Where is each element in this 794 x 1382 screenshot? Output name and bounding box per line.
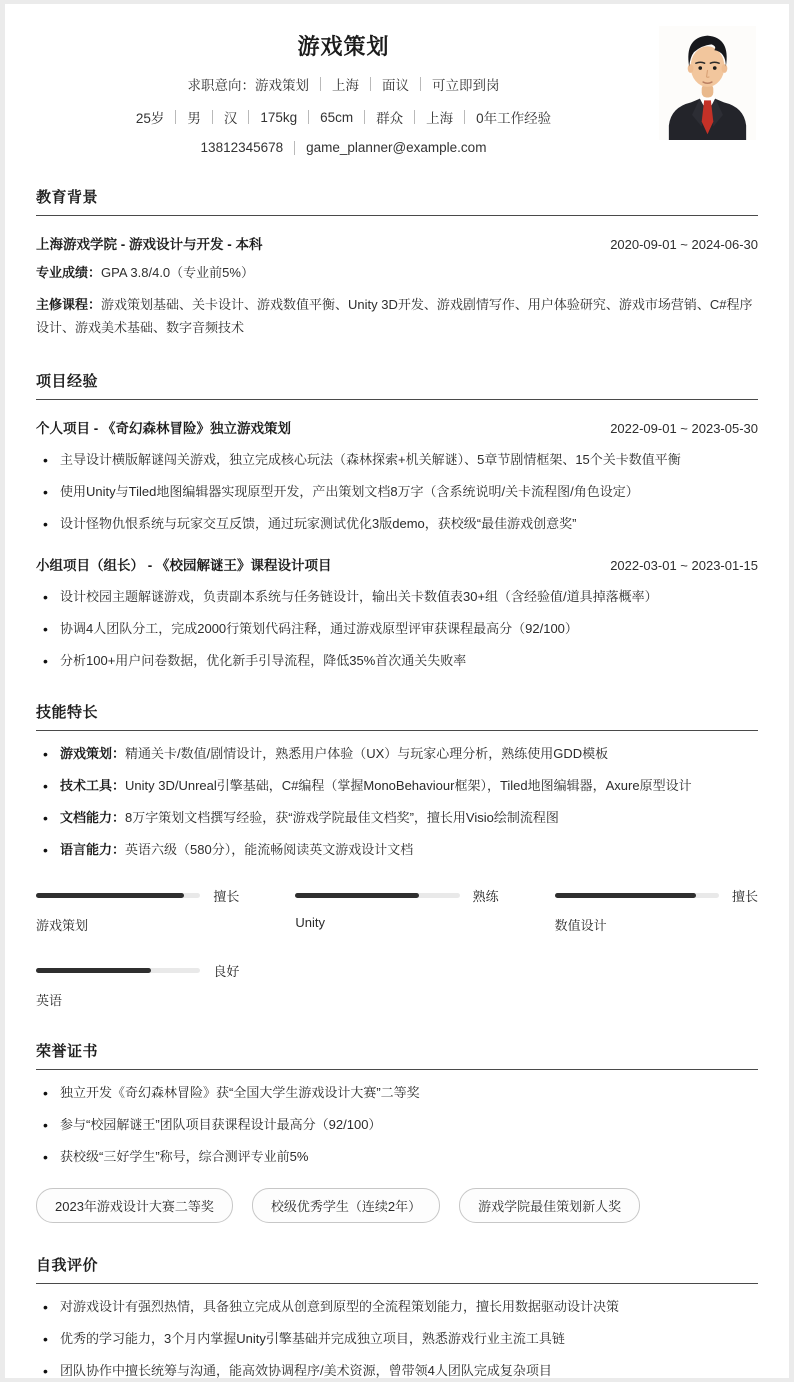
job-city: 上海 [332, 78, 359, 93]
project-entry-header [36, 417, 758, 437]
skill-bar [36, 961, 239, 1009]
gender: 男 [187, 111, 201, 126]
skill-bullet [36, 776, 758, 796]
political-status: 群众 [376, 111, 404, 126]
self-evaluation-bullet: • 优秀的学习能力，3个月内掌握Unity引擎基础并完成独立项目，熟悉游戏行业主流工具链 [36, 1329, 758, 1349]
salary-expectation: 面议 [382, 78, 409, 93]
skill-text: 8万字策划文档撰写经验，获“游戏学院最佳文档奖”，擅长用Visio绘制流程图 [125, 809, 559, 825]
skill-bar-fill [295, 893, 418, 898]
section-divider [36, 1283, 758, 1284]
skill-bar-fill [36, 893, 184, 898]
gpa-value: GPA 3.8/4.0（专业前5%） [101, 265, 254, 280]
award-badges [36, 1188, 758, 1223]
skill-bar-track [555, 893, 719, 898]
skill-bar-row [36, 886, 239, 905]
height: 65cm [320, 109, 354, 125]
location: 上海 [426, 111, 454, 126]
honor-bullet: • 独立开发《奇幻森林冒险》获“全国大学生游戏设计大赛”二等奖 [36, 1083, 758, 1103]
skill-bullet [36, 840, 758, 860]
page-title: 游戏策划 [297, 34, 390, 59]
section-heading-education: 教育背景 [36, 189, 99, 206]
project-bullet: • 协调4人团队分工，完成2000行策划代码注释，通过游戏原型评审获课程最高分（92/100） [36, 619, 758, 639]
contact-line [36, 140, 651, 155]
project-title: 小组项目（组长） - 《校园解谜王》课程设计项目 [36, 558, 332, 574]
skill-bars-grid [36, 886, 758, 1009]
skill-level-label: 擅长 [731, 889, 758, 905]
resume-page [5, 4, 789, 1378]
skill-bar-fill [555, 893, 696, 898]
project-bullet-list [36, 587, 758, 671]
header-text-block [36, 4, 651, 155]
section-education [36, 186, 758, 339]
skill-text: 英语六级（580分），能流畅阅读英文游戏设计文档 [125, 841, 414, 857]
work-experience-years: 0年工作经验 [476, 111, 552, 126]
honors-bullet-list [36, 1083, 758, 1167]
skill-level-label: 良好 [213, 964, 240, 980]
skill-bar-fill [36, 968, 151, 973]
project-bullet: • 使用Unity与Tiled地图编辑器实现原型开发，产出策划文档8万字（含系统说明/关卡流程图/角色设定） [36, 482, 758, 502]
section-heading-self-evaluation: 自我评价 [36, 1257, 99, 1275]
skill-bar-track [36, 968, 200, 973]
skill-bar-row [555, 886, 758, 905]
phone-number: 13812345678 [200, 140, 284, 155]
skill-label: 文档能力： [60, 809, 126, 825]
job-intent: 求职意向：游戏策划 [187, 78, 309, 93]
project-bullet-list [36, 450, 758, 534]
self-evaluation-bullet: • 团队协作中擅长统筹与沟通，能高效协调程序/美术资源，曾带领4人团队完成复杂项目 [36, 1361, 758, 1381]
section-projects [36, 370, 758, 670]
skill-text: Unity 3D/Unreal引擎基础，C#编程（掌握MonoBehaviour框架），Tiled地图编辑器，Axure原型设计 [125, 777, 692, 793]
age: 25岁 [135, 111, 165, 126]
profile-photo [659, 26, 756, 140]
courses-row [36, 294, 758, 340]
honor-bullet: • 获校级“三好学生”称号，综合测评专业前5% [36, 1147, 758, 1167]
self-evaluation-bullet-list [36, 1297, 758, 1381]
project-bullet: • 分析100+用户问卷数据，优化新手引导流程，降低35%首次通关失败率 [36, 651, 758, 671]
section-heading-skills: 技能特长 [36, 704, 99, 722]
skill-bar [555, 886, 758, 934]
skill-name: Unity [295, 915, 325, 931]
project-title: 个人项目 - 《奇幻森林冒险》独立游戏策划 [36, 421, 291, 437]
section-divider [36, 730, 758, 731]
skill-name: 英语 [36, 993, 63, 1009]
section-heading-honors: 荣誉证书 [36, 1043, 99, 1061]
project-bullet: • 主导设计横版解谜闯关游戏，独立完成核心玩法（森林探索+机关解谜）、5章节剧情框架、15个关卡数值平衡 [36, 450, 758, 470]
section-divider [36, 1069, 758, 1070]
email-address: game_planner@example.com [306, 140, 487, 155]
section-divider [36, 399, 758, 400]
skill-name: 数值设计 [554, 918, 607, 934]
skill-label: 游戏策划： [60, 745, 126, 761]
skill-level-label: 擅长 [213, 889, 240, 905]
skill-level-label: 熟练 [472, 889, 499, 905]
courses-label: 主修课程： [36, 296, 102, 312]
personal-info-line [36, 107, 651, 127]
award-badge: 游戏学院最佳策划新人奖 [459, 1188, 640, 1223]
project-date-range: 2022-03-01 ~ 2023-01-15 [610, 558, 758, 574]
skill-bar-row [295, 886, 498, 905]
project-bullet: • 设计校园主题解谜游戏，负责副本系统与任务链设计，输出关卡数值表30+组（含经验值/道具掉落概率） [36, 587, 758, 607]
section-honors [36, 1040, 758, 1223]
weight: 175kg [260, 109, 298, 125]
ethnicity: 汉 [223, 111, 238, 126]
education-date-range: 2020-09-01 ~ 2024-06-30 [610, 237, 758, 252]
portrait-illustration [659, 26, 756, 140]
skill-bar-track [36, 893, 200, 898]
section-heading-projects: 项目经验 [36, 373, 99, 391]
skill-name: 游戏策划 [36, 918, 89, 934]
project-date-range: 2022-09-01 ~ 2023-05-30 [610, 421, 758, 437]
skill-bar-row [36, 961, 239, 980]
award-badge: 校级优秀学生（连续2年） [252, 1188, 440, 1223]
self-evaluation-bullet: • 对游戏设计有强烈热情，具备独立完成从创意到原型的全流程策划能力，擅长用数据驱动设计决策 [36, 1297, 758, 1317]
skill-text: 精通关卡/数值/剧情设计，熟悉用户体验（UX）与玩家心理分析，熟练使用GDD模板 [125, 745, 609, 761]
project-bullet: • 设计怪物仇恨系统与玩家交互反馈，通过玩家测试优化3版demo，获校级“最佳游戏创意奖” [36, 514, 758, 534]
school-degree-title: 上海游戏学院 - 游戏设计与开发 - 本科 [36, 237, 263, 252]
gpa-row [36, 262, 758, 285]
resume-header [36, 4, 758, 155]
skill-bar-track [295, 893, 459, 898]
availability: 可立即到岗 [432, 78, 500, 93]
education-entry-header [36, 233, 758, 253]
skill-bar [36, 886, 239, 934]
courses-value: 游戏策划基础、关卡设计、游戏数值平衡、Unity 3D开发、游戏剧情写作、用户体验研究、游戏市场营销、C#程序设计、游戏美术基础、数字音频技术 [36, 296, 753, 335]
skill-bar [295, 886, 498, 934]
section-self-evaluation [36, 1254, 758, 1380]
honor-bullet: • 参与“校园解谜王”团队项目获课程设计最高分（92/100） [36, 1115, 758, 1135]
section-skills [36, 701, 758, 1009]
skills-bullet-list [36, 744, 758, 860]
skill-bullet [36, 744, 758, 764]
section-divider [36, 215, 758, 216]
job-intent-line [36, 74, 651, 94]
gpa-label: 专业成绩： [36, 265, 102, 280]
project-entry-header [36, 554, 758, 574]
award-badge: 2023年游戏设计大赛二等奖 [36, 1188, 233, 1223]
skill-label: 语言能力： [60, 841, 126, 857]
skill-label: 技术工具： [60, 777, 126, 793]
skill-bullet [36, 808, 758, 828]
